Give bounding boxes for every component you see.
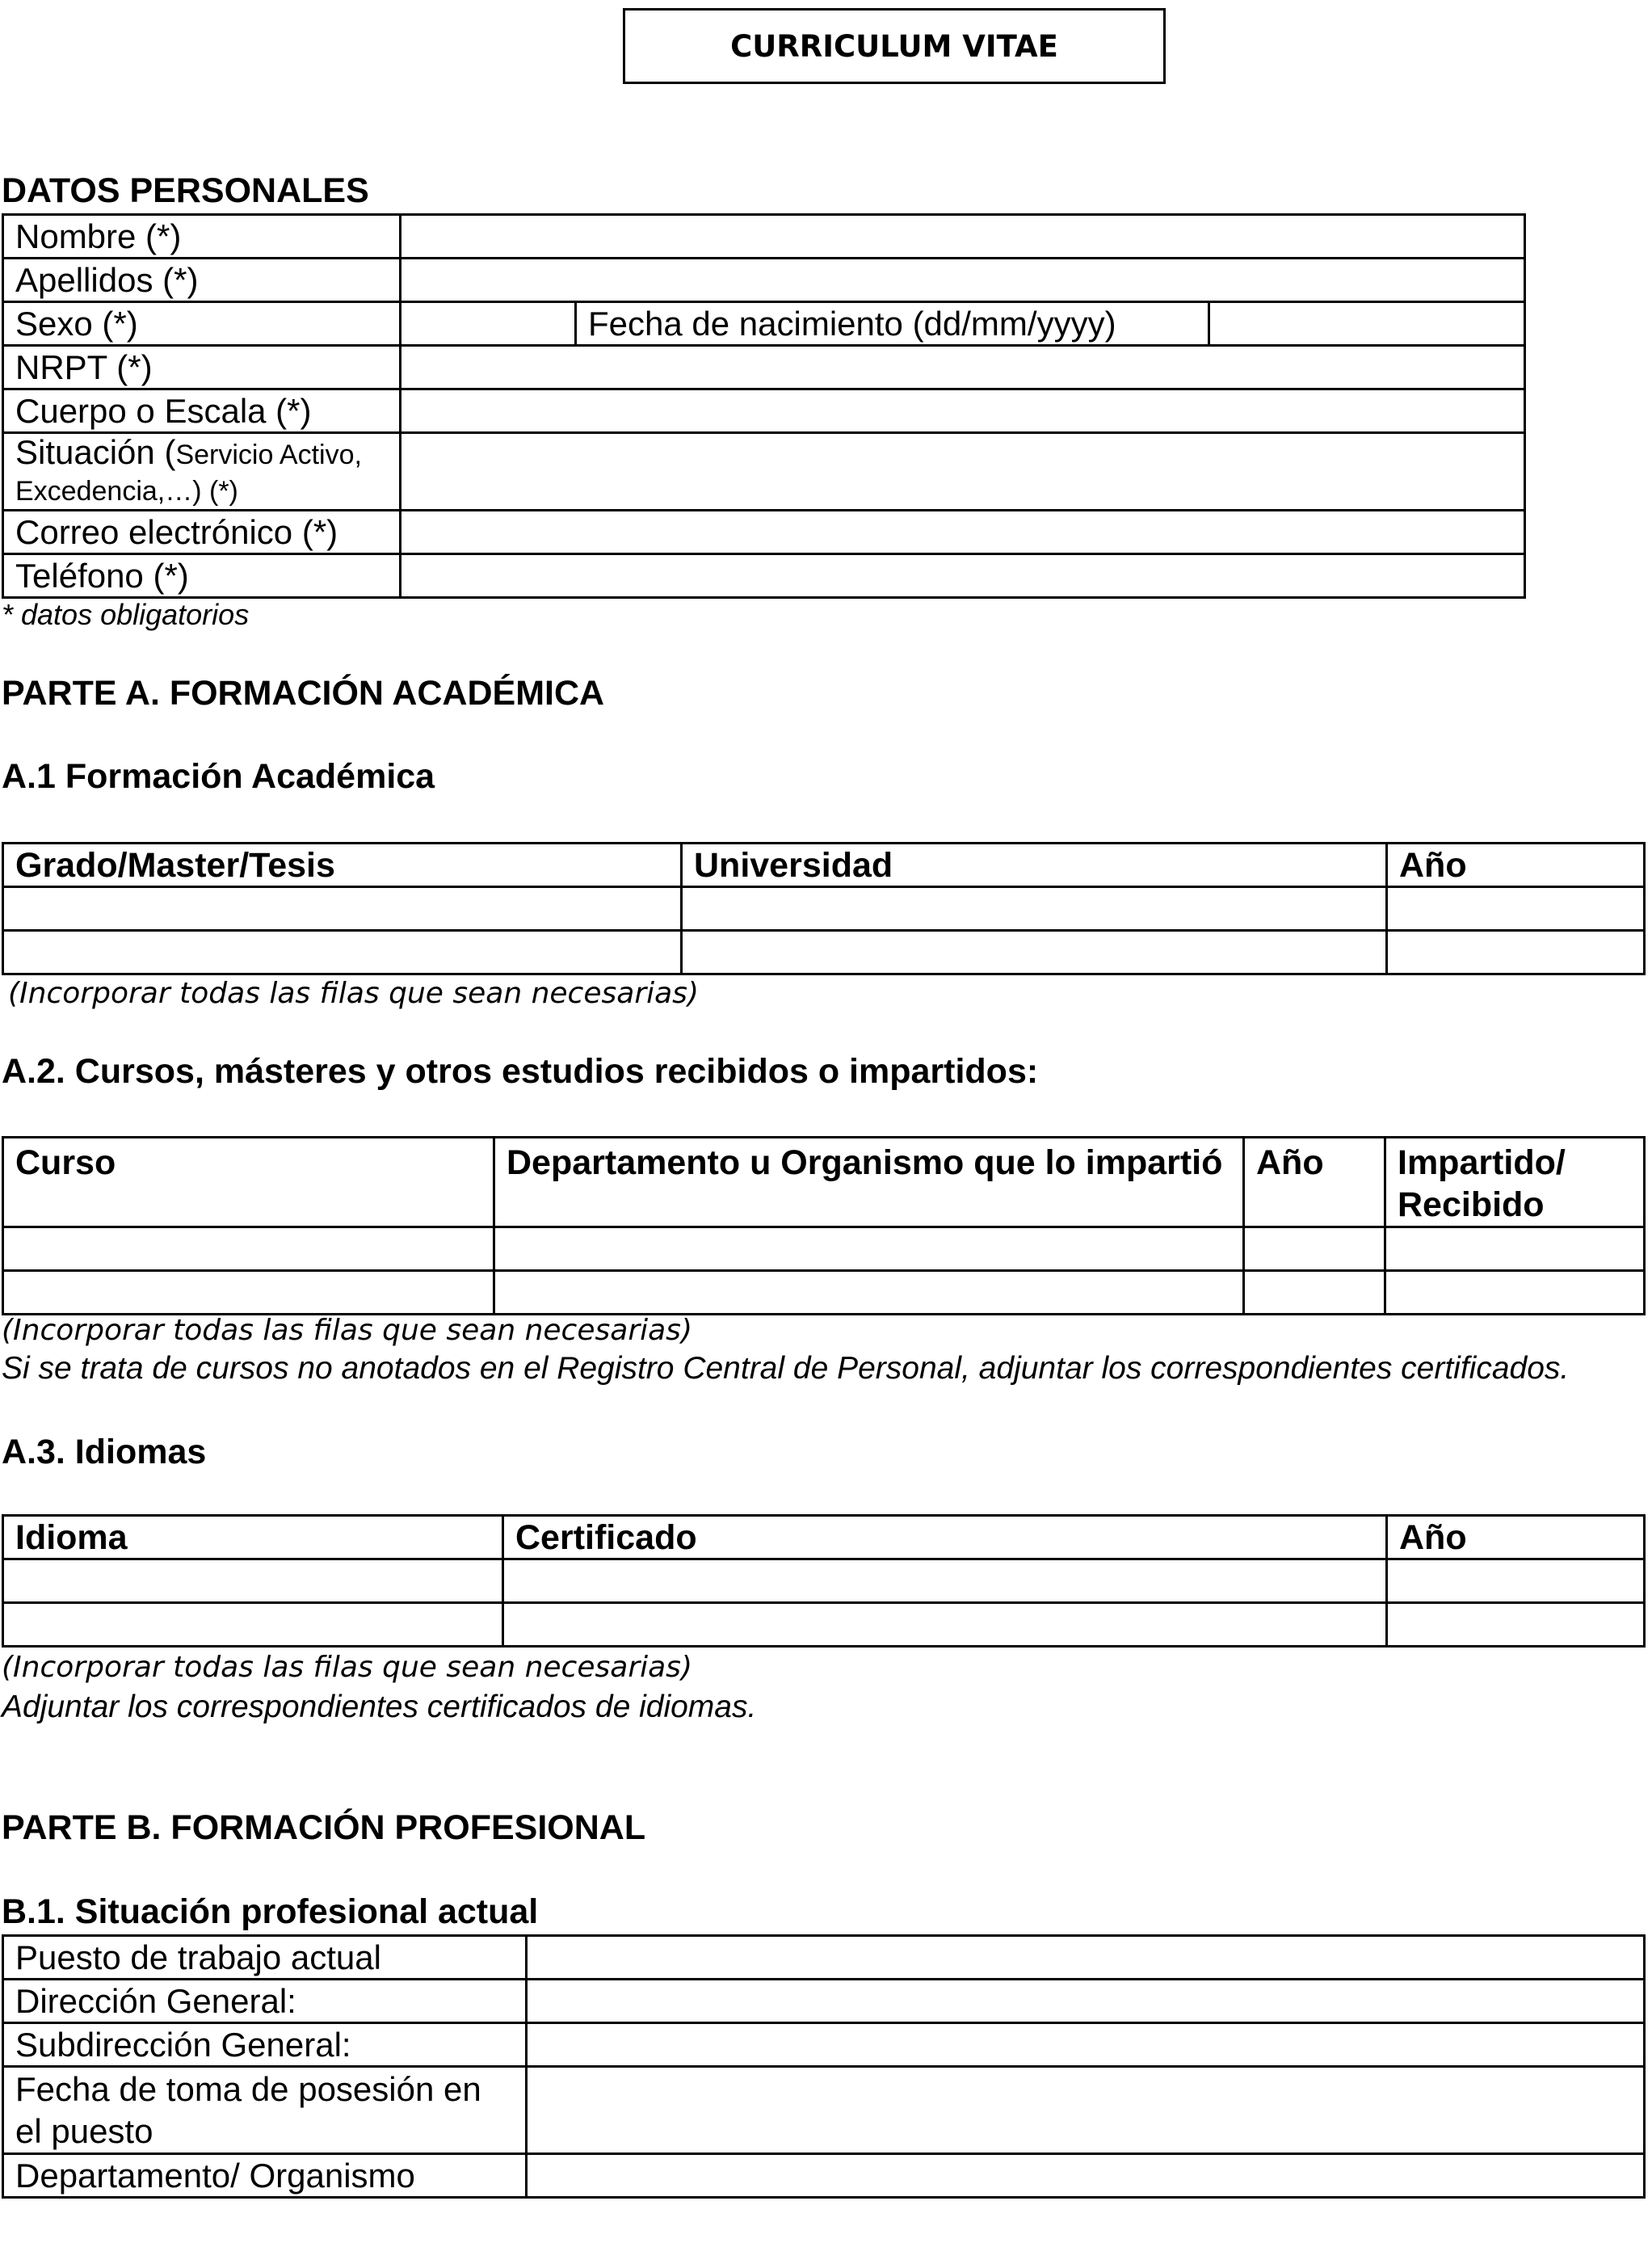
a2-col-departamento: Departamento u Organismo que lo impartió — [494, 1138, 1244, 1227]
a1-col-ano: Año — [1387, 844, 1645, 887]
telefono-field[interactable] — [401, 554, 1525, 598]
fecha-toma-label: Fecha de toma de posesión en el puesto — [3, 2067, 527, 2154]
fecha-toma-field[interactable] — [527, 2067, 1645, 2154]
departamento-label: Departamento/ Organismo — [3, 2154, 527, 2198]
apellidos-field[interactable] — [401, 259, 1525, 302]
b1-table — [2, 1934, 1646, 2199]
a3-note-certificates: Adjuntar los correspondientes certificados de idiomas. — [2, 1690, 757, 1724]
table-cell[interactable] — [682, 931, 1387, 974]
cuerpo-field[interactable] — [401, 389, 1525, 433]
situacion-label-main: Situación ( — [15, 432, 176, 471]
table-cell[interactable] — [503, 1603, 1387, 1647]
a2-col-curso: Curso — [3, 1138, 494, 1227]
cuerpo-label: Cuerpo o Escala (*) — [3, 389, 401, 433]
table-cell[interactable] — [1387, 1603, 1645, 1647]
direccion-field[interactable] — [527, 1980, 1645, 2023]
a2-note-rows: (Incorporar todas las filas que sean necesarias) — [2, 1314, 692, 1347]
a3-note-rows: (Incorporar todas las filas que sean necesarias) — [2, 1651, 692, 1684]
a2-note-certificates: Si se trata de cursos no anotados en el Registro Central de Personal, adjuntar los correspondientes certificados. — [2, 1351, 1570, 1386]
table-cell[interactable] — [3, 1559, 503, 1603]
fecha-nacimiento-label: Fecha de nacimiento (dd/mm/yyyy) — [576, 302, 1209, 346]
subdireccion-field[interactable] — [527, 2023, 1645, 2067]
apellidos-label: Apellidos (*) — [3, 259, 401, 302]
situacion-field[interactable] — [401, 433, 1525, 511]
puesto-label: Puesto de trabajo actual — [3, 1936, 527, 1980]
table-cell[interactable] — [3, 1227, 494, 1271]
a2-col-impartido: Impartido/ Recibido — [1385, 1138, 1645, 1227]
table-cell[interactable] — [1387, 931, 1645, 974]
a3-col-ano: Año — [1387, 1516, 1645, 1559]
a3-heading: A.3. Idiomas — [2, 1433, 207, 1471]
a1-heading: A.1 Formación Académica — [2, 757, 435, 796]
correo-label: Correo electrónico (*) — [3, 511, 401, 554]
situacion-label — [3, 433, 401, 511]
situacion-label-options-cont: Excedencia,…) (*) — [15, 475, 238, 507]
table-cell[interactable] — [1387, 887, 1645, 931]
telefono-label: Teléfono (*) — [3, 554, 401, 598]
table-cell[interactable] — [1385, 1227, 1645, 1271]
table-cell[interactable] — [503, 1559, 1387, 1603]
table-cell[interactable] — [1385, 1271, 1645, 1315]
a1-col-grado: Grado/Master/Tesis — [3, 844, 682, 887]
document-title: CURRICULUM VITAE — [623, 8, 1166, 84]
table-cell[interactable] — [682, 887, 1387, 931]
a3-col-certificado: Certificado — [503, 1516, 1387, 1559]
table-cell[interactable] — [494, 1227, 1244, 1271]
a3-table — [2, 1514, 1646, 1648]
table-cell[interactable] — [1244, 1271, 1385, 1315]
situacion-label-options: Servicio Activo, — [175, 439, 362, 470]
table-cell[interactable] — [3, 1603, 503, 1647]
table-cell[interactable] — [1244, 1227, 1385, 1271]
table-cell[interactable] — [3, 887, 682, 931]
parte-a-heading: PARTE A. FORMACIÓN ACADÉMICA — [2, 674, 605, 713]
a2-table — [2, 1136, 1646, 1315]
personal-data-heading: DATOS PERSONALES — [2, 171, 369, 210]
puesto-field[interactable] — [527, 1936, 1645, 1980]
nrpt-label: NRPT (*) — [3, 346, 401, 389]
b1-heading: B.1. Situación profesional actual — [2, 1892, 539, 1931]
personal-data-table — [2, 213, 1526, 599]
table-cell[interactable] — [3, 1271, 494, 1315]
a1-note: (Incorporar todas las filas que sean necesarias) — [8, 977, 699, 1010]
direccion-label: Dirección General: — [3, 1980, 527, 2023]
a2-col-ano: Año — [1244, 1138, 1385, 1227]
table-cell[interactable] — [1387, 1559, 1645, 1603]
correo-field[interactable] — [401, 511, 1525, 554]
nombre-field[interactable] — [401, 215, 1525, 259]
parte-b-heading: PARTE B. FORMACIÓN PROFESIONAL — [2, 1808, 646, 1847]
a2-heading: A.2. Cursos, másteres y otros estudios recibidos o impartidos: — [2, 1052, 1039, 1091]
sexo-field[interactable] — [401, 302, 576, 346]
a1-table — [2, 842, 1646, 975]
a1-col-universidad: Universidad — [682, 844, 1387, 887]
fecha-nacimiento-field[interactable] — [1209, 302, 1525, 346]
sexo-label: Sexo (*) — [3, 302, 401, 346]
subdireccion-label: Subdirección General: — [3, 2023, 527, 2067]
nombre-label: Nombre (*) — [3, 215, 401, 259]
a3-col-idioma: Idioma — [3, 1516, 503, 1559]
table-cell[interactable] — [494, 1271, 1244, 1315]
departamento-field[interactable] — [527, 2154, 1645, 2198]
mandatory-note: * datos obligatorios — [2, 598, 250, 631]
table-cell[interactable] — [3, 931, 682, 974]
nrpt-field[interactable] — [401, 346, 1525, 389]
